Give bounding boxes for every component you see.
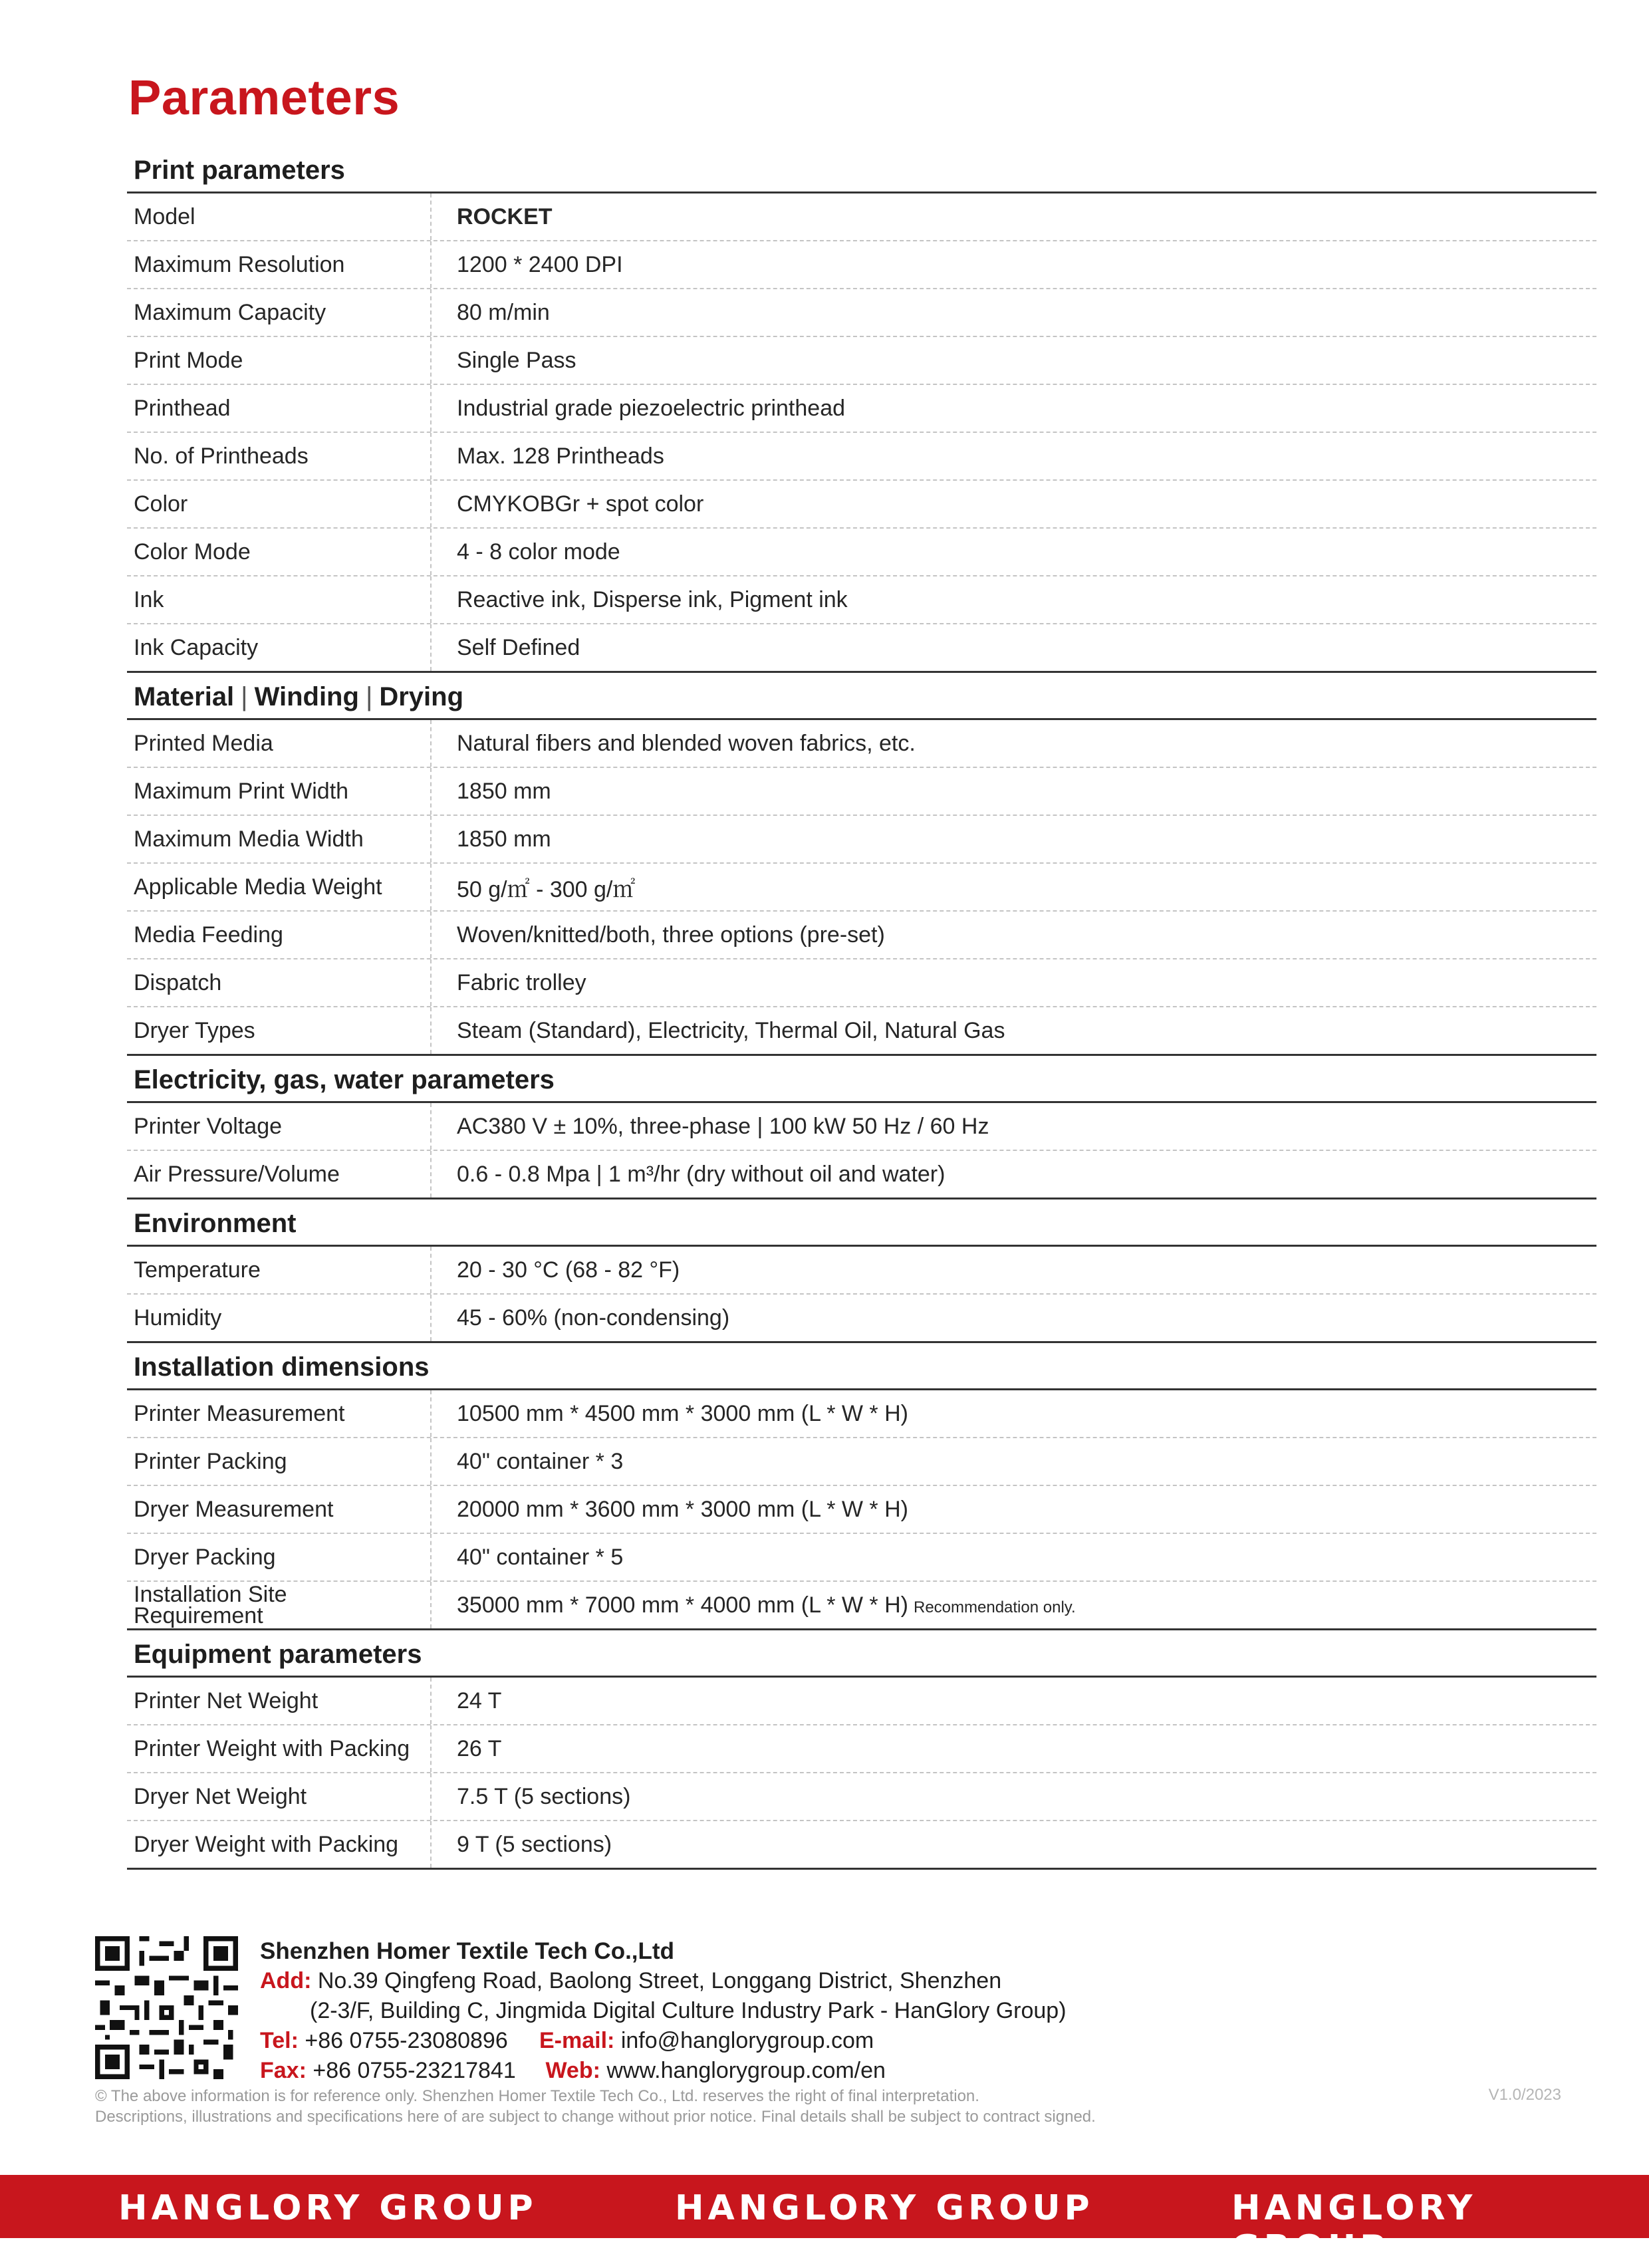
brand-text-1: HANGLORY GROUP bbox=[118, 2188, 537, 2228]
table-row bbox=[127, 1103, 1596, 1151]
contact-line-1 bbox=[260, 2026, 1067, 2056]
address-label: Add: bbox=[260, 1968, 312, 1993]
table-row bbox=[127, 1247, 1596, 1295]
table-row-installation-site bbox=[127, 1582, 1596, 1630]
row-label: Air Pressure/Volume bbox=[127, 1151, 432, 1197]
row-label: Printer Weight with Packing bbox=[127, 1725, 432, 1772]
table-row bbox=[127, 241, 1596, 289]
row-label: Dispatch bbox=[127, 959, 432, 1006]
table-row bbox=[127, 1773, 1596, 1821]
section-title-material-c: Drying bbox=[379, 682, 464, 711]
section-title-material bbox=[127, 673, 1596, 720]
row-value: 45 - 60% (non-condensing) bbox=[457, 1305, 730, 1330]
equipment-rows bbox=[127, 1678, 1596, 1870]
row-label: Printer Net Weight bbox=[127, 1678, 432, 1724]
section-title-environment: Environment bbox=[127, 1199, 1596, 1247]
brand-band bbox=[0, 2175, 1649, 2268]
address-line-2: (2-3/F, Building C, Jingmida Digital Culture Industry Park - HanGlory Group) bbox=[310, 1998, 1067, 2023]
table-row bbox=[127, 1007, 1596, 1056]
title-separator: | bbox=[365, 682, 373, 711]
email-link[interactable]: info@hanglorygroup.com bbox=[620, 2028, 874, 2053]
row-label: Dryer Types bbox=[127, 1007, 432, 1054]
row-value: Single Pass bbox=[457, 347, 576, 373]
row-label: No. of Printheads bbox=[127, 433, 432, 479]
contact-line-2 bbox=[260, 2056, 1067, 2086]
row-value: Woven/knitted/both, three options (pre-set) bbox=[457, 922, 885, 947]
page-title: Parameters bbox=[128, 70, 400, 125]
row-value: 1850 mm bbox=[457, 826, 551, 852]
row-label: Temperature bbox=[127, 1247, 432, 1293]
table-row bbox=[127, 864, 1596, 912]
tel-label: Tel: bbox=[260, 2028, 299, 2053]
site-label-line-2: Requirement bbox=[134, 1603, 263, 1628]
table-row bbox=[127, 624, 1596, 673]
row-label: Ink Capacity bbox=[127, 624, 432, 671]
web-link[interactable]: www.hanglorygroup.com/en bbox=[606, 2058, 886, 2083]
row-value: Self Defined bbox=[457, 634, 580, 660]
row-label: Printer Measurement bbox=[127, 1390, 432, 1437]
row-value: 40" container * 5 bbox=[457, 1544, 624, 1570]
row-value: Industrial grade piezoelectric printhead bbox=[457, 395, 846, 421]
row-label: Dryer Weight with Packing bbox=[127, 1821, 432, 1868]
qr-code-icon bbox=[95, 1936, 238, 2079]
table-row bbox=[127, 912, 1596, 959]
row-label: Maximum Print Width bbox=[127, 768, 432, 815]
row-value: ROCKET bbox=[457, 203, 553, 229]
web-label: Web: bbox=[545, 2058, 600, 2083]
disclaimer-line-2: Descriptions, illustrations and specifications here of are subject to change without prior notice. Final details shall be subject to contract signed. bbox=[95, 2108, 1096, 2126]
table-row bbox=[127, 193, 1596, 241]
table-row bbox=[127, 289, 1596, 337]
row-label: Color Mode bbox=[127, 529, 432, 575]
row-value: 20 - 30 °C (68 - 82 °F) bbox=[457, 1257, 680, 1283]
email-label: E-mail: bbox=[539, 2028, 615, 2053]
row-value: 10500 mm * 4500 mm * 3000 mm (L * W * H) bbox=[457, 1400, 908, 1426]
row-label: Dryer Measurement bbox=[127, 1486, 432, 1533]
section-title-material-b: Winding bbox=[254, 682, 359, 711]
table-row bbox=[127, 1151, 1596, 1199]
table-row bbox=[127, 576, 1596, 624]
table-row bbox=[127, 1486, 1596, 1534]
row-value: 1200 * 2400 DPI bbox=[457, 251, 623, 277]
table-row bbox=[127, 1821, 1596, 1870]
title-separator: | bbox=[241, 682, 248, 711]
row-label bbox=[127, 1582, 432, 1628]
row-label: Printed Media bbox=[127, 720, 432, 767]
table-row bbox=[127, 768, 1596, 816]
row-value: CMYKOBGr + spot color bbox=[457, 491, 704, 517]
section-title-equipment: Equipment parameters bbox=[127, 1630, 1596, 1678]
section-title-electricity: Electricity, gas, water parameters bbox=[127, 1056, 1596, 1103]
company-info bbox=[260, 1936, 1067, 2086]
row-value: 50 g/㎡ - 300 g/㎡ bbox=[457, 876, 636, 902]
table-row bbox=[127, 337, 1596, 385]
row-label: Ink bbox=[127, 576, 432, 623]
row-value: 20000 mm * 3600 mm * 3000 mm (L * W * H) bbox=[457, 1496, 908, 1522]
row-label: Model bbox=[127, 193, 432, 240]
fax-label: Fax: bbox=[260, 2058, 307, 2083]
row-label: Dryer Net Weight bbox=[127, 1773, 432, 1820]
row-label: Humidity bbox=[127, 1295, 432, 1341]
material-rows bbox=[127, 720, 1596, 1056]
table-row bbox=[127, 1725, 1596, 1773]
row-label: Printer Packing bbox=[127, 1438, 432, 1485]
address-line-1 bbox=[260, 1966, 1067, 1996]
row-value: 9 T (5 sections) bbox=[457, 1831, 612, 1857]
row-label: Print Mode bbox=[127, 337, 432, 384]
brand-text-2: HANGLORY GROUP bbox=[675, 2188, 1094, 2228]
table-row bbox=[127, 959, 1596, 1007]
table-row bbox=[127, 529, 1596, 576]
site-label-line-1: Installation Site bbox=[134, 1582, 287, 1607]
disclaimer bbox=[95, 2086, 1096, 2127]
table-row bbox=[127, 433, 1596, 481]
row-value: 24 T bbox=[457, 1688, 502, 1713]
spec-table bbox=[127, 146, 1596, 1870]
version-label: V1.0/2023 bbox=[1488, 2086, 1561, 2104]
table-row bbox=[127, 1295, 1596, 1343]
row-label: Media Feeding bbox=[127, 912, 432, 958]
table-row bbox=[127, 481, 1596, 529]
row-label: Maximum Media Width bbox=[127, 816, 432, 862]
footer bbox=[95, 1936, 1561, 2136]
table-row bbox=[127, 1534, 1596, 1582]
company-name: Shenzhen Homer Textile Tech Co.,Ltd bbox=[260, 1938, 674, 1964]
row-label: Maximum Capacity bbox=[127, 289, 432, 336]
table-row bbox=[127, 1678, 1596, 1725]
table-row bbox=[127, 1390, 1596, 1438]
row-value: 7.5 T (5 sections) bbox=[457, 1783, 631, 1809]
row-value: 1850 mm bbox=[457, 778, 551, 804]
row-label: Maximum Resolution bbox=[127, 241, 432, 288]
tel-value[interactable]: +86 0755-23080896 bbox=[305, 2028, 508, 2053]
site-value: 35000 mm * 7000 mm * 4000 mm (L * W * H) bbox=[457, 1592, 908, 1618]
row-value bbox=[432, 1592, 1076, 1618]
fax-value: +86 0755-23217841 bbox=[313, 2058, 516, 2083]
table-row bbox=[127, 1438, 1596, 1486]
row-label: Color bbox=[127, 481, 432, 527]
table-row bbox=[127, 385, 1596, 433]
row-value: 40" container * 3 bbox=[457, 1448, 624, 1474]
row-value: Natural fibers and blended woven fabrics, etc. bbox=[457, 730, 916, 756]
environment-rows bbox=[127, 1247, 1596, 1343]
installation-rows bbox=[127, 1390, 1596, 1582]
site-note: Recommendation only. bbox=[913, 1598, 1076, 1616]
table-row bbox=[127, 816, 1596, 864]
row-value: 80 m/min bbox=[457, 299, 550, 325]
brand-text-3: HANGLORY GROUP bbox=[1231, 2188, 1477, 2268]
row-value: Max. 128 Printheads bbox=[457, 443, 664, 469]
section-title-material-a: Material bbox=[134, 682, 235, 711]
row-value: 26 T bbox=[457, 1735, 502, 1761]
row-value: Steam (Standard), Electricity, Thermal Oil, Natural Gas bbox=[457, 1017, 1005, 1043]
row-label: Printer Voltage bbox=[127, 1103, 432, 1150]
address-text-1: No.39 Qingfeng Road, Baolong Street, Longgang District, Shenzhen bbox=[317, 1968, 1002, 1993]
disclaimer-line-1: © The above information is for reference only. Shenzhen Homer Textile Tech Co., Ltd. reserves the right of final interpretation. bbox=[95, 2087, 979, 2105]
row-label: Dryer Packing bbox=[127, 1534, 432, 1580]
table-row bbox=[127, 720, 1596, 768]
row-value: 4 - 8 color mode bbox=[457, 539, 620, 565]
section-title-print: Print parameters bbox=[127, 146, 1596, 193]
row-value: AC380 V ± 10%, three-phase | 100 kW 50 Hz / 60 Hz bbox=[457, 1113, 989, 1139]
row-label: Printhead bbox=[127, 385, 432, 432]
electricity-rows bbox=[127, 1103, 1596, 1199]
print-rows bbox=[127, 193, 1596, 673]
row-label: Applicable Media Weight bbox=[127, 864, 432, 910]
row-value: 0.6 - 0.8 Mpa | 1 m³/hr (dry without oil and water) bbox=[457, 1161, 946, 1187]
row-value: Reactive ink, Disperse ink, Pigment ink bbox=[457, 586, 848, 612]
row-value: Fabric trolley bbox=[457, 969, 586, 995]
section-title-installation: Installation dimensions bbox=[127, 1343, 1596, 1390]
